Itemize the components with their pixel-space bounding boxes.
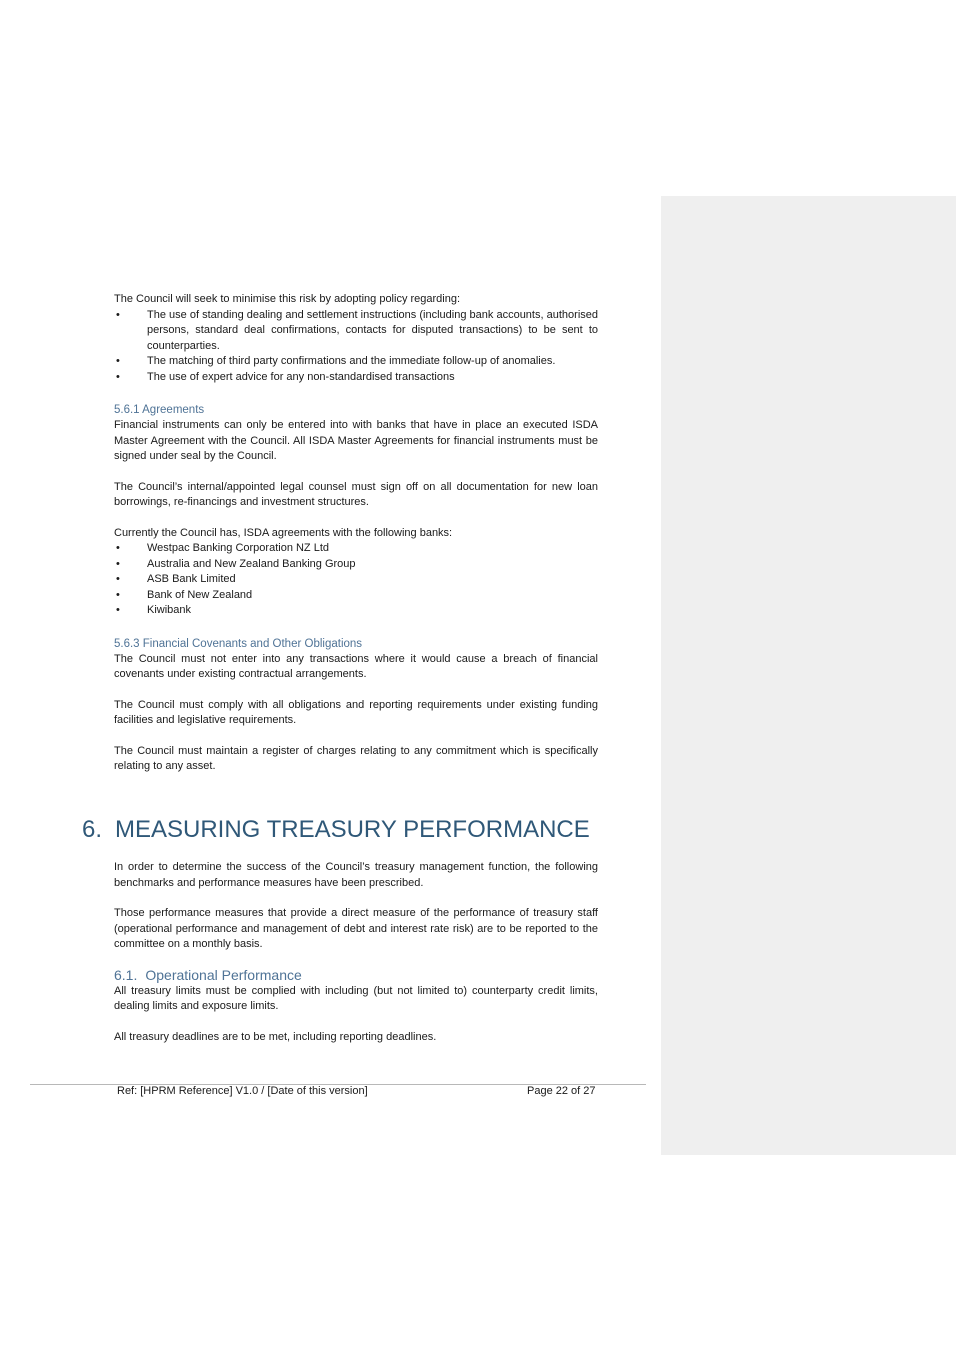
operational-paragraph-1: All treasury limits must be complied with including (but not limited to) counterparty credit limits, dealing limits and exposure limits. — [114, 984, 598, 1012]
risk-policy-list — [114, 308, 598, 386]
comment-margin-pane — [661, 196, 956, 1155]
list-item: • The matching of third party confirmations and the immediate follow-up of anomalies. — [114, 354, 598, 370]
page-number: Page 22 of 27 — [527, 1085, 596, 1097]
list-item: • Westpac Banking Corporation NZ Ltd — [114, 541, 598, 557]
list-item: • Bank of New Zealand — [114, 588, 598, 604]
section-6-paragraph-2: Those performance measures that provide a direct measure of the performance of treasury staff (operational performance and management of debt and interest rate risk) are to be reported to the committee on a monthly basis. — [114, 907, 598, 950]
covenants-paragraph-1: The Council must not enter into any transactions where it would cause a breach of financial covenants under existing contractual arrangements. — [114, 652, 598, 680]
bullet-icon: • — [116, 355, 120, 367]
list-item: • Kiwibank — [114, 603, 598, 619]
list-item: • Australia and New Zealand Banking Group — [114, 557, 598, 573]
agreements-paragraph-2: The Council’s internal/appointed legal counsel must sign off on all documentation for new loan borrowings, re-financings and investment structures. — [114, 480, 598, 508]
bullet-icon: • — [116, 370, 120, 383]
bullet-icon: • — [116, 542, 120, 554]
bullet-icon: • — [116, 308, 120, 321]
footer-reference: Ref: [HPRM Reference] V1.0 / [Date of this version] — [117, 1085, 368, 1097]
covenants-heading: 5.6.3 Financial Covenants and Other Obligations — [114, 637, 363, 650]
bullet-icon: • — [116, 557, 120, 570]
section-6-number: 6. — [82, 816, 103, 843]
isda-banks-list — [114, 541, 598, 619]
section-6-content — [114, 860, 598, 1045]
subsection-number: 6.1. — [114, 966, 138, 983]
covenants-paragraph-3: The Council must maintain a register of charges relating to any commitment which is specifically relating to any asset. — [114, 744, 598, 772]
section-6-paragraph-1: In order to determine the success of the Council’s treasury management function, the following benchmarks and performance measures have been prescribed. — [114, 861, 598, 889]
risk-intro-paragraph: The Council will seek to minimise this risk by adopting policy regarding: — [114, 293, 461, 305]
list-item: • The use of standing dealing and settlement instructions (including bank accounts, authorised persons, standard deal confirmations, contacts for disputed transactions) to be sent to counterparties. — [116, 308, 598, 352]
operational-performance-heading — [114, 967, 598, 984]
section-5-content — [114, 292, 598, 775]
agreements-heading: 5.6.1 Agreements — [114, 404, 205, 416]
section-6-heading — [82, 815, 590, 845]
bullet-icon: • — [116, 588, 120, 601]
bullet-icon: • — [116, 604, 120, 616]
agreements-paragraph-3: Currently the Council has, ISDA agreements with the following banks: — [114, 526, 453, 539]
operational-paragraph-2: All treasury deadlines are to be met, including reporting deadlines. — [114, 1030, 437, 1043]
section-6-title: MEASURING TREASURY PERFORMANCE — [115, 816, 590, 843]
bullet-icon: • — [116, 573, 120, 585]
list-item: • ASB Bank Limited — [114, 572, 598, 588]
covenants-paragraph-2: The Council must comply with all obligations and reporting requirements under existing funding facilities and legislative requirements. — [114, 698, 598, 726]
subsection-title: Operational Performance — [145, 966, 302, 983]
list-item: • The use of expert advice for any non-standardised transactions — [114, 370, 598, 386]
agreements-paragraph-1: Financial instruments can only be entered into with banks that have in place an executed ISDA Master Agreement with the Council. All ISDA Master Agreements for financial instruments must be signed under seal by the Council. — [114, 419, 598, 462]
